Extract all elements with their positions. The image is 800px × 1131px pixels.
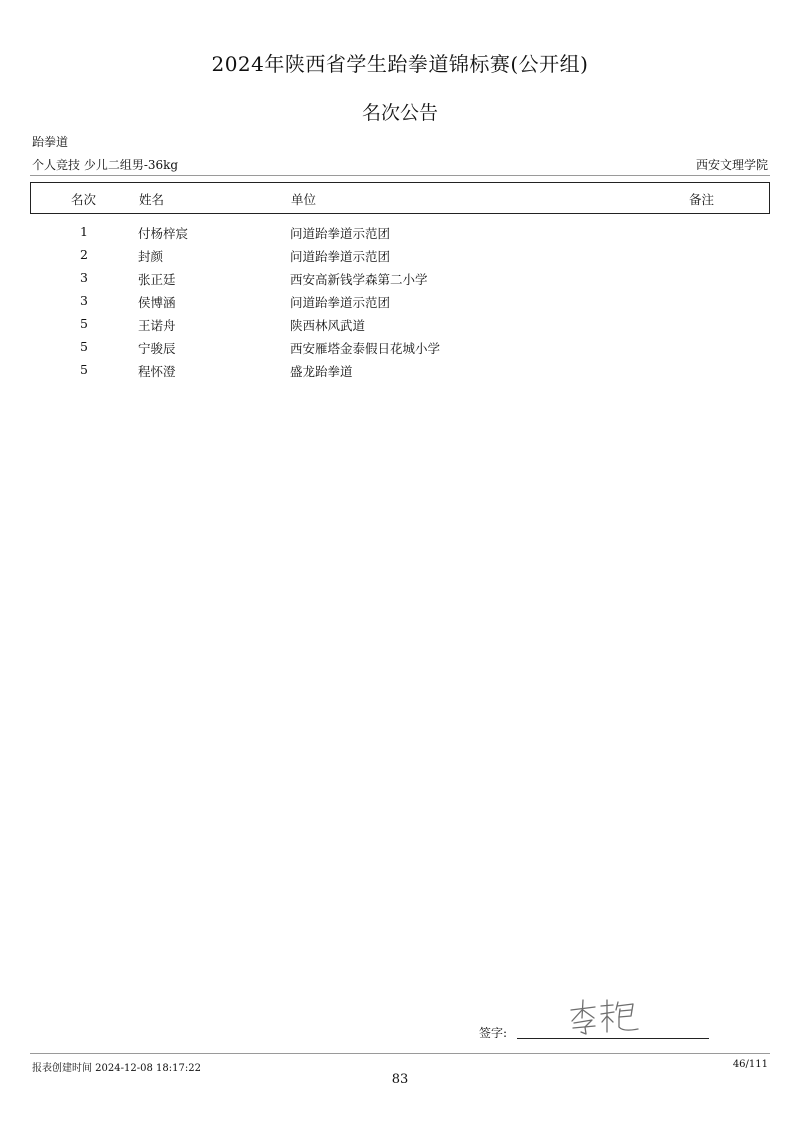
rank-cell: 5 xyxy=(80,339,88,354)
table-row xyxy=(30,222,770,245)
table-row xyxy=(30,360,770,383)
name-cell: 王诺舟 xyxy=(138,318,176,333)
unit-cell: 问道跆拳道示范团 xyxy=(290,295,391,310)
table-row xyxy=(30,337,770,360)
unit-cell: 陕西林风武道 xyxy=(290,318,366,333)
rank-cell: 5 xyxy=(80,316,88,331)
handwritten-signature xyxy=(565,996,645,1038)
table-row xyxy=(30,268,770,291)
unit-cell: 问道跆拳道示范团 xyxy=(290,249,391,264)
table-row xyxy=(30,245,770,268)
header-note: 备注 xyxy=(689,192,715,207)
table-body xyxy=(30,222,770,383)
unit-cell: 西安雁塔金泰假日花城小学 xyxy=(290,341,441,356)
sport-label: 跆拳道 xyxy=(32,135,69,149)
rank-cell: 1 xyxy=(80,224,88,239)
document-title: 2024年陕西省学生跆拳道锦标赛(公开组) xyxy=(211,52,589,76)
header-unit: 单位 xyxy=(291,192,317,207)
name-cell: 张正廷 xyxy=(138,272,176,287)
name-cell: 付杨梓宸 xyxy=(138,226,189,241)
signature-label: 签字: xyxy=(479,1026,508,1040)
name-cell: 程怀澄 xyxy=(138,364,176,379)
page-number: 83 xyxy=(391,1072,409,1087)
table-header xyxy=(30,182,770,214)
top-divider xyxy=(30,175,770,176)
signature-line xyxy=(517,1038,709,1039)
unit-cell: 西安高新钱学森第二小学 xyxy=(290,272,428,287)
report-created-time: 报表创建时间 2024-12-08 18:17:22 xyxy=(32,1063,201,1074)
header-name: 姓名 xyxy=(139,192,165,207)
name-cell: 宁骏辰 xyxy=(138,341,176,356)
rank-cell: 3 xyxy=(80,293,88,308)
bottom-divider xyxy=(30,1053,770,1054)
unit-cell: 问道跆拳道示范团 xyxy=(290,226,391,241)
rank-cell: 5 xyxy=(80,362,88,377)
name-cell: 侯博涵 xyxy=(138,295,176,310)
table-row xyxy=(30,291,770,314)
rank-cell: 3 xyxy=(80,270,88,285)
document-subtitle: 名次公告 xyxy=(361,102,438,124)
name-cell: 封颜 xyxy=(138,249,164,264)
table-row xyxy=(30,314,770,337)
event-label: 个人竞技 少儿二组男-36kg xyxy=(32,158,179,172)
unit-cell: 盛龙跆拳道 xyxy=(290,364,353,379)
header-rank: 名次 xyxy=(71,192,97,207)
venue-label: 西安文理学院 xyxy=(695,158,768,172)
page-counter: 46/111 xyxy=(732,1059,768,1070)
rank-cell: 2 xyxy=(80,247,88,262)
